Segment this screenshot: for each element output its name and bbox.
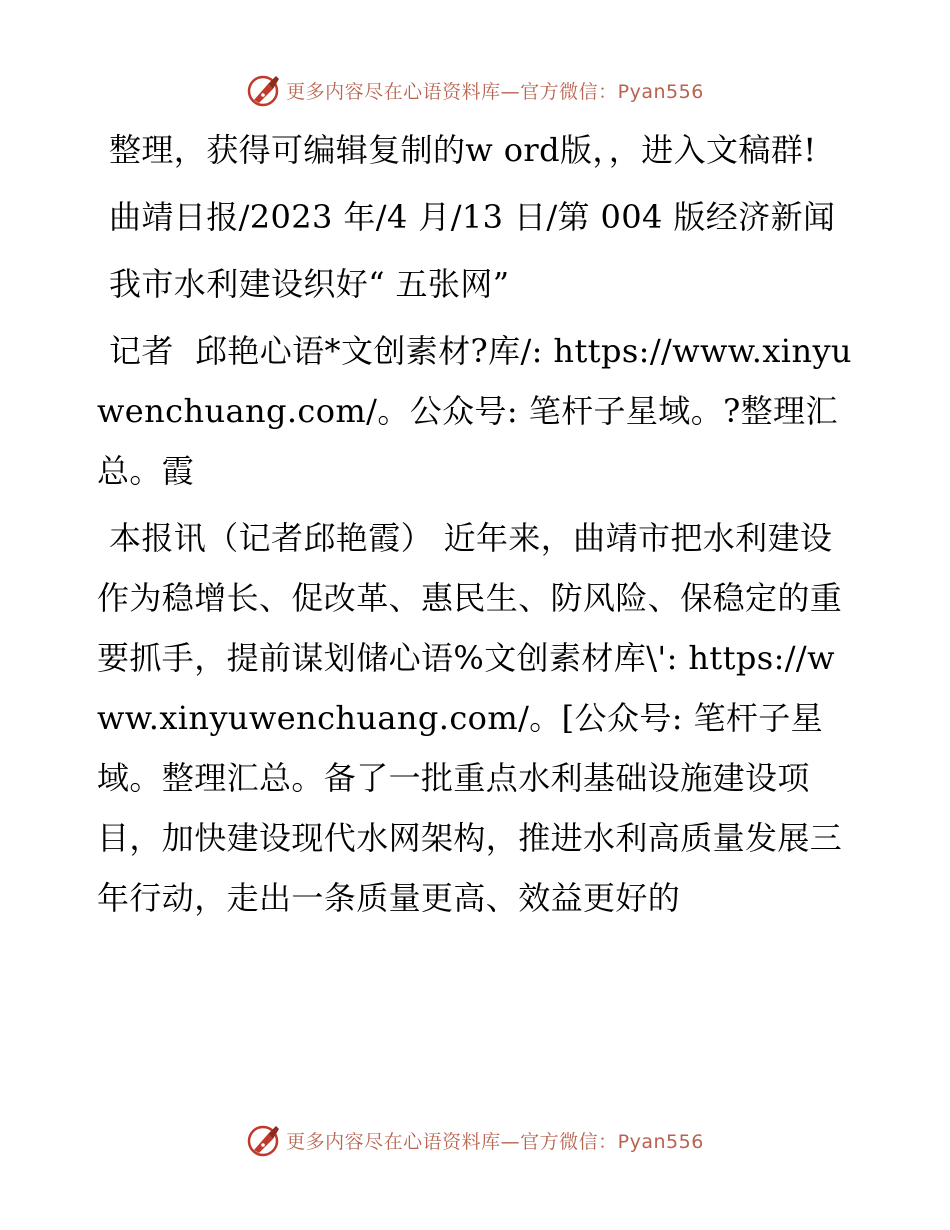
header-watermark [0,68,950,112]
paragraph-source: 曲靖日报/2023 年/4 月/13 日/第 004 版经济新闻 [109,198,836,236]
fountain-pen-logo-icon [246,1122,282,1158]
fountain-pen-logo-icon [246,72,282,108]
footer-watermark [0,1118,950,1162]
paragraph-intro: 整理，获得可编辑复制的w ord版，，进入文稿群! [109,131,817,169]
paragraph-byline: 记者 邱艳心语*文创素材?库/: https://www.xinyuwenchuang.com/。公众号: 笔杆子星域。?整理汇总。霞 [97,332,852,490]
article-title: 我市水利建设织好“ 五张网” [109,265,510,303]
watermark-text: 更多内容尽在心语资料库—官方微信：Pyan556 [286,80,704,103]
paragraph-body: 本报讯（记者邱艳霞） 近年来，曲靖市把水利建设作为稳增长、促改革、惠民生、防风险、保稳定的重要抓手，提前谋划储心语%文创素材库\': https://www.xinyuwenchuang.com/。[公众号: 笔杆子星域。整理汇总。备了一批重点水利基础设施建设项目，加快建设现代水网架构，推进水利高质量发展三年行动，走出一条质量更高、效益更好的 [97,519,843,917]
watermark-text: 更多内容尽在心语资料库—官方微信：Pyan556 [286,1130,704,1153]
document-body [97,120,853,935]
